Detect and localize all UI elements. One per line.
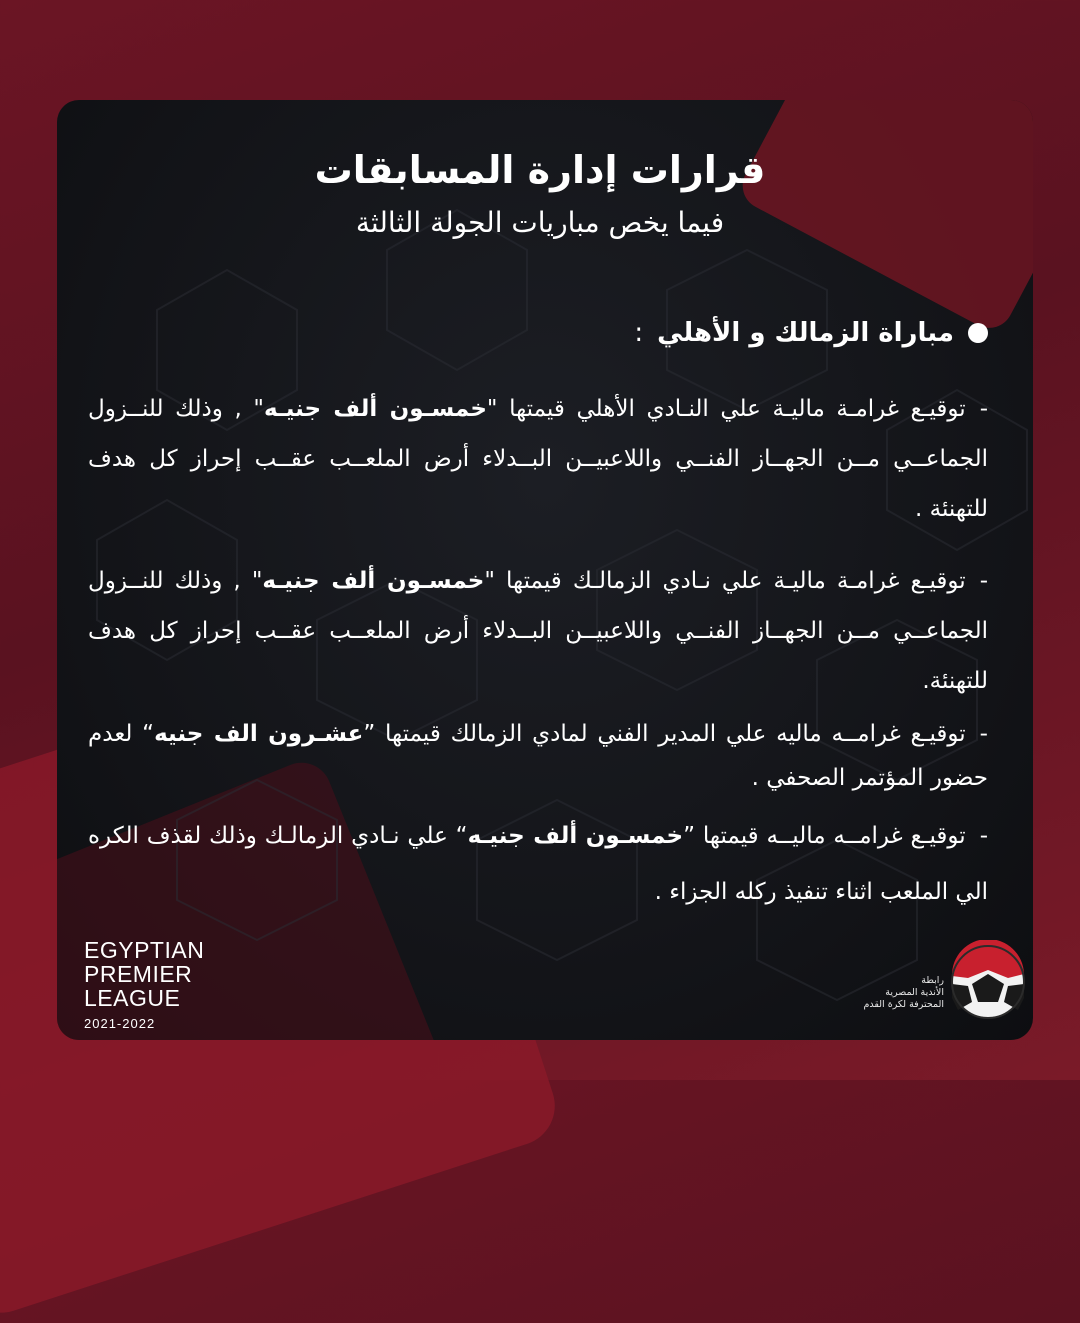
page-subtitle: فيما يخص مباريات الجولة الثالثة — [355, 206, 725, 239]
league-season: 2021-2022 — [84, 1016, 156, 1031]
item-fine-amount: خمسـون ألف جنيـه — [262, 568, 485, 594]
match-heading-text: مباراة الزمالك و الأهلي — [657, 318, 954, 348]
item-fine-amount: خمسـون ألف جنيـه — [263, 396, 487, 422]
item-text: توقيـع غرامــه ماليه علي المدير الفني لمادي الزمالك قيمتها ” — [363, 721, 966, 747]
association-name-line2: الأندية المصرية — [885, 987, 944, 998]
decision-item — [88, 808, 988, 920]
decision-item — [88, 384, 988, 534]
bullet-icon — [968, 323, 988, 343]
item-text: توقيـع غرامـة ماليـة علي النـادي الأهلي قيمتها " — [486, 396, 966, 422]
item-text-rest: “ لعدم حضور المؤتمر الصحفي . — [88, 721, 988, 791]
league-name-line3: LEAGUE — [84, 985, 181, 1011]
association-name — [848, 975, 944, 1011]
item-text: توقيـع غرامــه ماليــه قيمتها ” — [683, 823, 966, 849]
association-name-line3: المحترفة لكرة القدم — [863, 999, 944, 1010]
match-heading-colon: : — [634, 318, 644, 348]
decision-item — [88, 712, 988, 800]
match-heading — [634, 318, 988, 348]
item-dash: - — [979, 568, 988, 594]
item-text-rest: " , وذلك للنــزول الجماعــي مــن الجهــاز الفنــي واللاعبيــن البــدلاء أرض الملعــب عقــب إحراز كل هدف للتهنئة . — [88, 396, 988, 522]
association-name-line1: رابطة — [921, 975, 944, 986]
league-name-line1: EGYPTIAN — [84, 937, 205, 963]
league-logo — [84, 938, 204, 1036]
page-title: قرارات إدارة المسابقات — [314, 148, 766, 192]
item-dash: - — [979, 823, 988, 849]
item-dash: - — [979, 721, 988, 747]
league-name-line2: PREMIER — [84, 961, 193, 987]
item-text-rest: " , وذلك للنــزول الجماعــي مــن الجهــاز الفنــي واللاعبيــن البــدلاء أرض الملعــب عقــب إحراز كل هدف للتهنئة. — [88, 568, 988, 694]
item-text: توقيـع غرامـة ماليـة علي نـادي الزمالـك قيمتها " — [484, 568, 966, 594]
item-fine-amount: خمسـون ألف جنيـه — [467, 823, 684, 849]
item-dash: - — [979, 396, 988, 422]
decision-item — [88, 556, 988, 706]
item-fine-amount: عشـرون الف جنيه — [154, 721, 364, 747]
item-text-rest: “ علي نـادي الزمالـك وذلك لقذف الكره الي الملعب اثناء تنفيذ ركله الجزاء . — [88, 823, 988, 905]
